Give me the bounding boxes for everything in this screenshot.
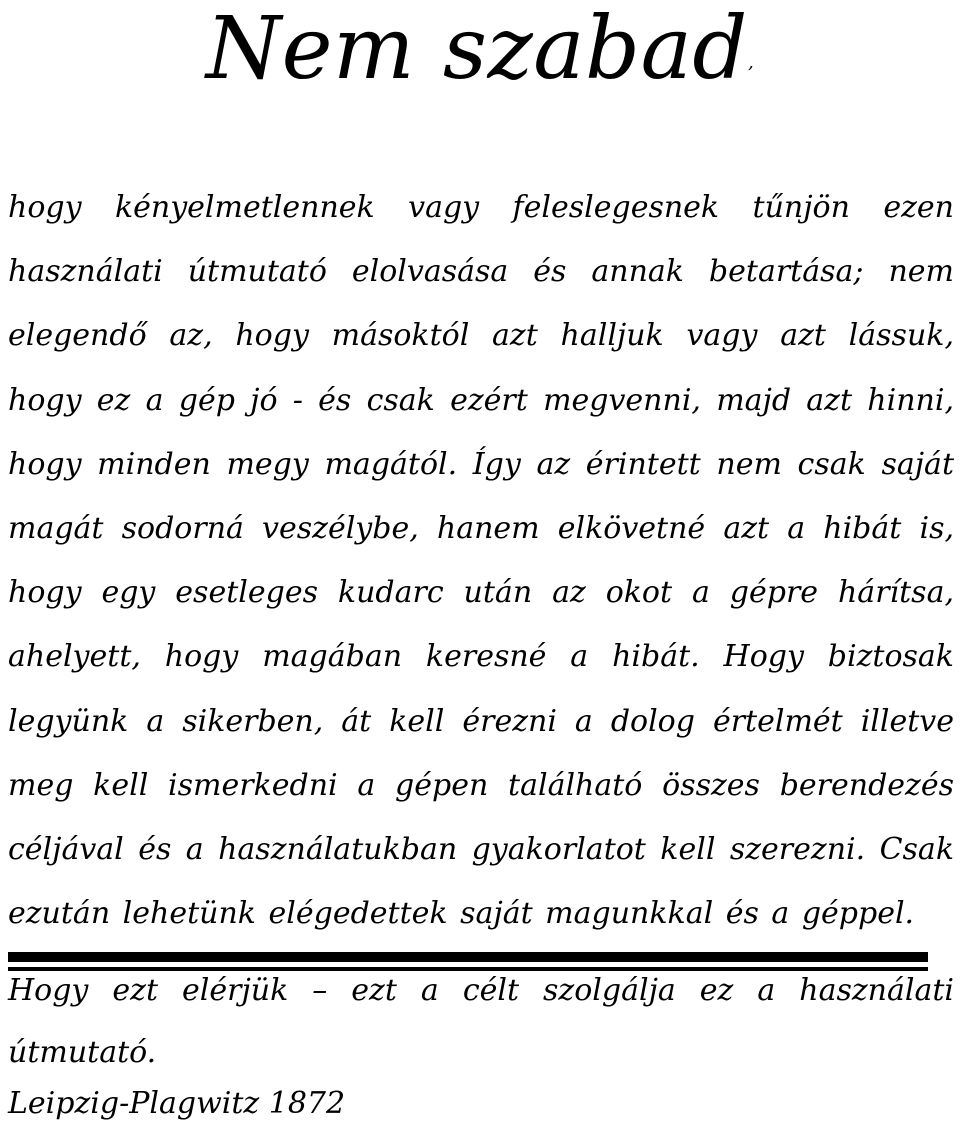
body-paragraph: hogy kényelmetlennek vagy feleslegesnek tűnjön ezen használati útmutató elolvasása és annak betartása; nem elegendő az, hogy másoktól azt halljuk vagy azt lássuk, hogy ez a gép jó - és csak ezért megvenni, majd azt hinni, hogy minden megy magától. Így az érintett nem csak saját magát sodorná veszélybe, hanem elkövetné azt a hibát is, hogy egy esetleges kudarc után az okot a gépre hárítsa, ahelyett, hogy magában keresné a hibát. Hogy biztosak legyünk a sikerben, át kell érezni a dolog értelmét illetve meg kell ismerkedni a gépen található összes berendezés céljával és a használatukban gyakorlatot kell szerezni. Csak ezután lehetünk elégedettek saját magunkkal és a géppel. — [8, 190, 954, 932]
page-title-text: Nem szabad — [205, 0, 748, 99]
place-date: Leipzig-Plagwitz 1872 — [8, 1086, 346, 1121]
page-title-mark: , — [747, 52, 755, 73]
closing-paragraph: Hogy ezt elérjük – ezt a célt szolgálja ez a használati útmutató. — [8, 973, 954, 1070]
page-title — [0, 0, 960, 99]
